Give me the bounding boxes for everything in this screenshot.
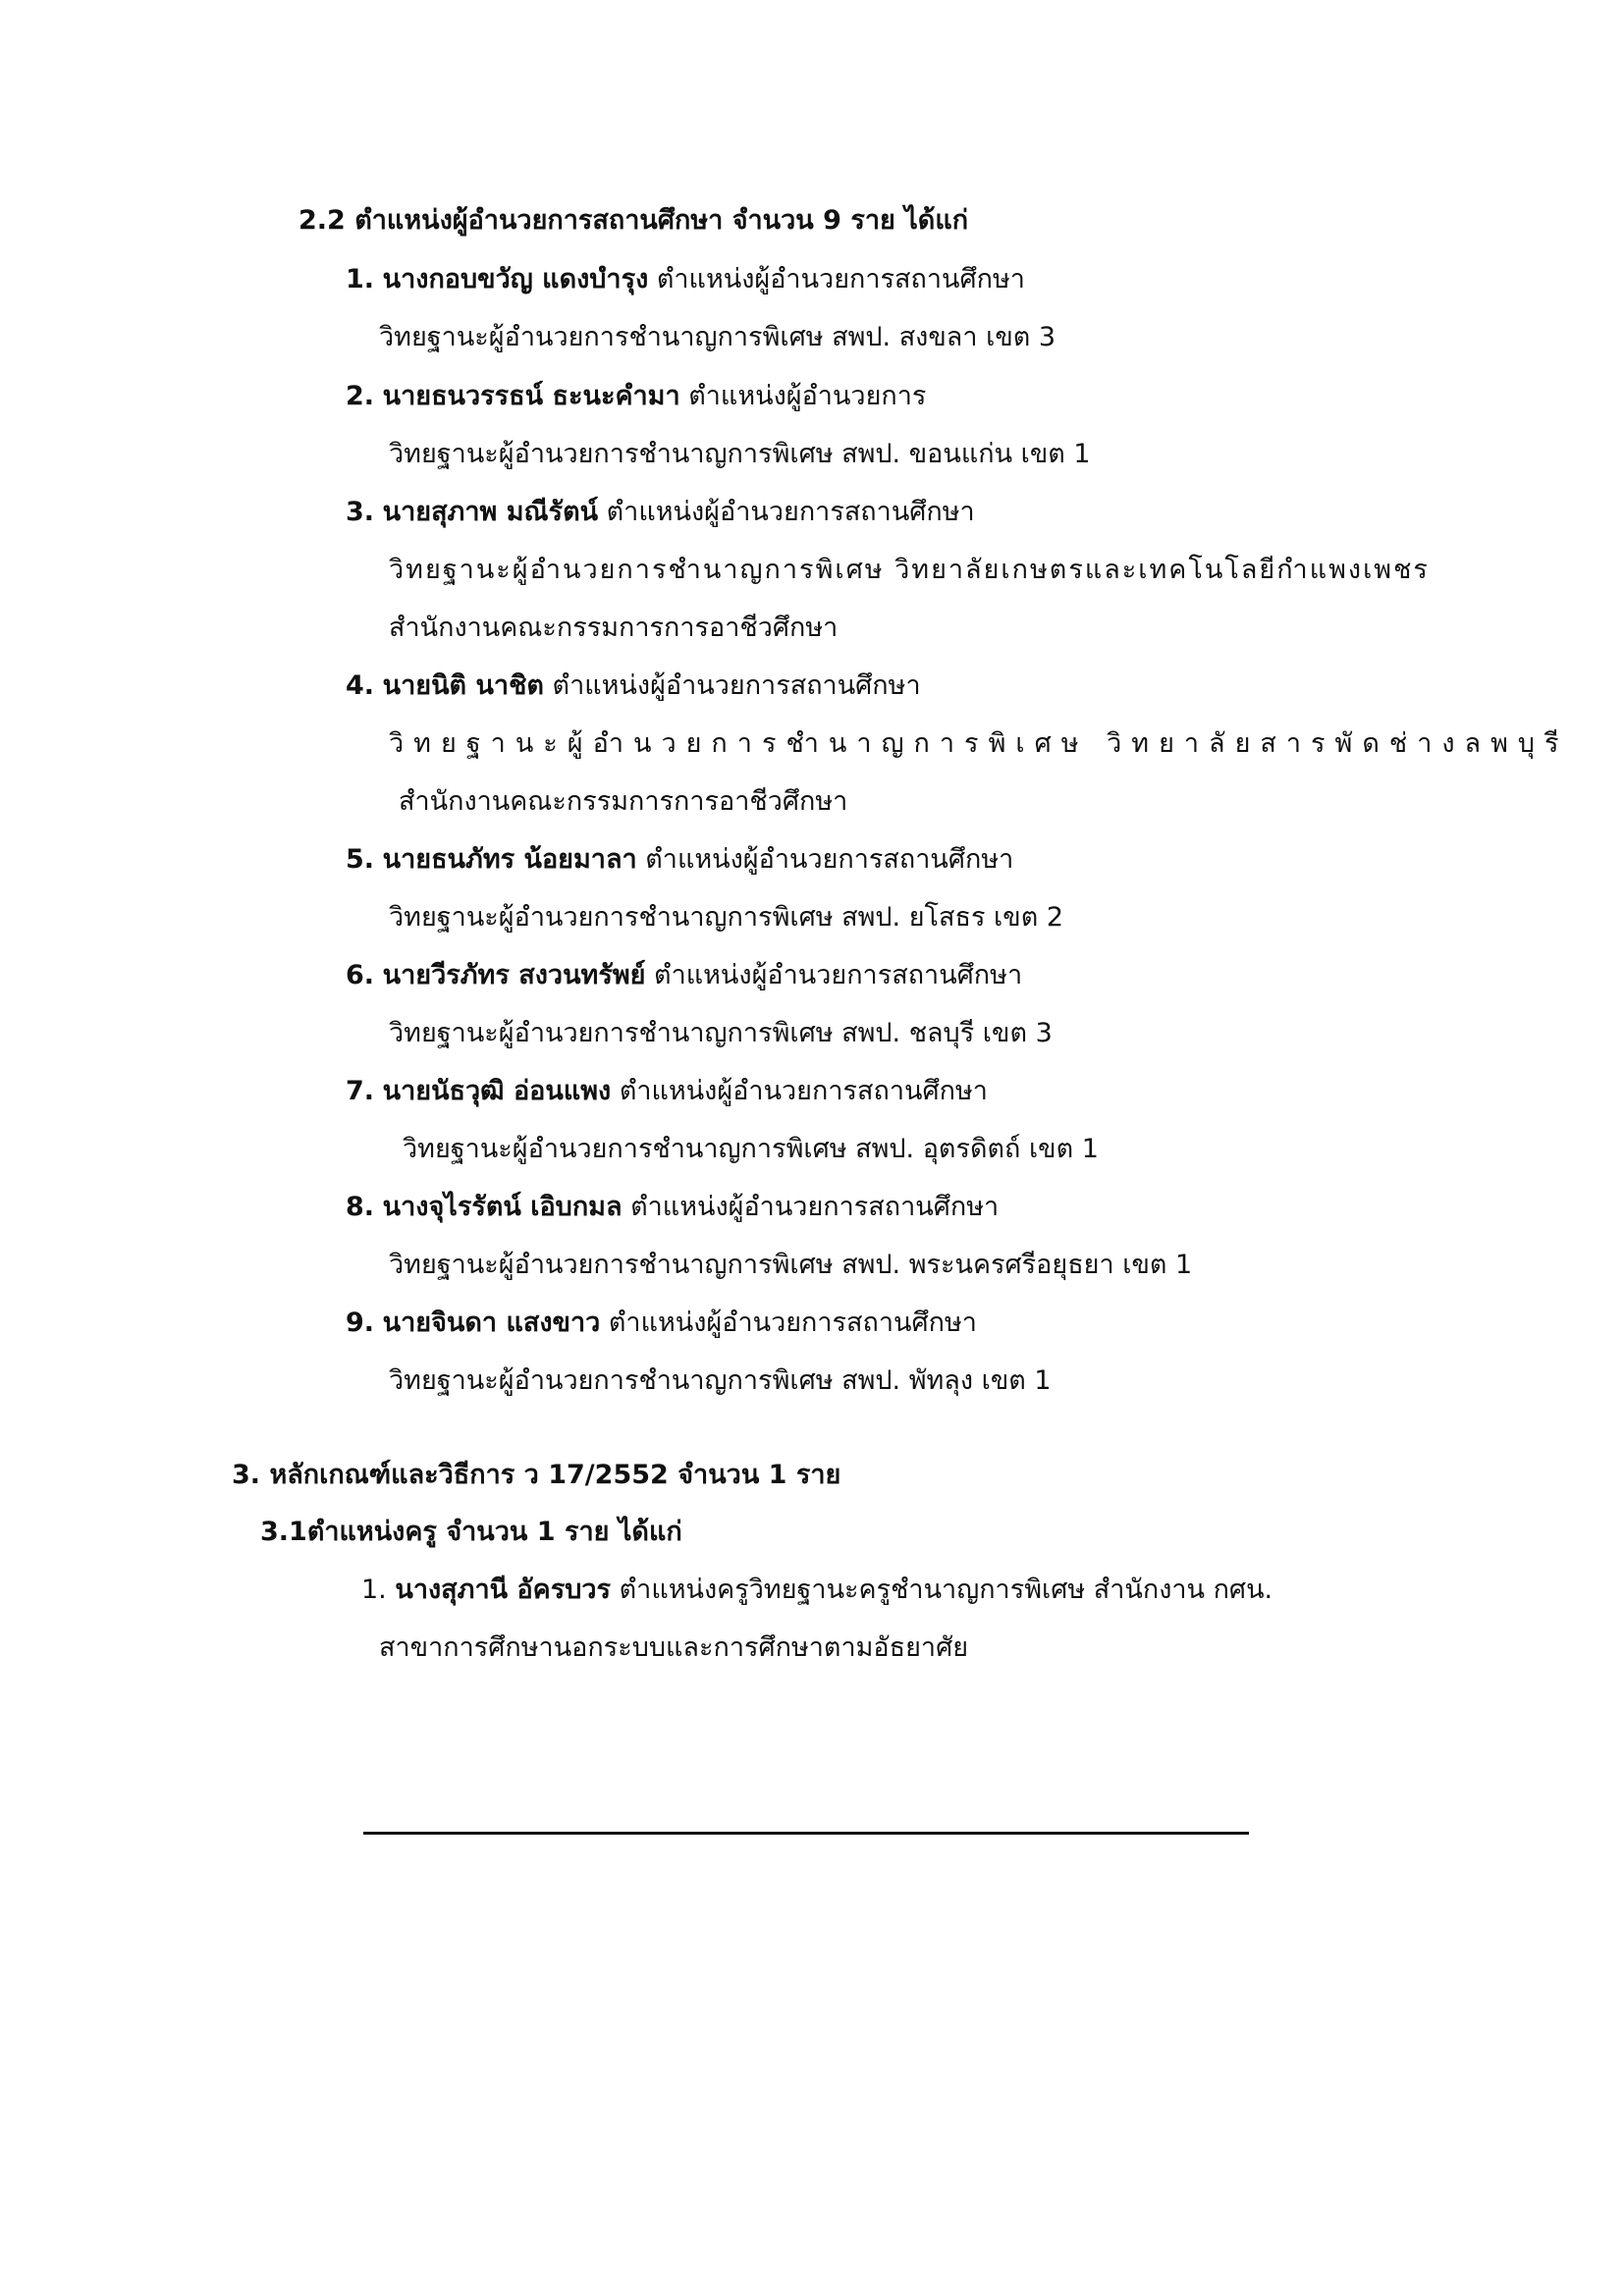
position-text: ตำแหน่งผู้อำนวยการสถานศึกษา bbox=[636, 844, 1014, 875]
item-detail-line: สำนักงานคณะกรรมการการอาชีวศึกษา bbox=[399, 786, 848, 817]
item-number: 6. bbox=[346, 960, 375, 990]
list-item bbox=[346, 1304, 977, 1343]
item-detail-line: วิทยฐานะผู้อำนวยการชำนาญการพิเศษ สพป. พระนครศรีอยุธยา เขต 1 bbox=[389, 1250, 1193, 1280]
item-detail-line: วิทยฐานะผู้อำนวยการชำนาญการพิเศษ วิทยาลัยสารพัดช่างลพบุรี bbox=[389, 728, 1569, 759]
item-detail-line: วิทยฐานะผู้อำนวยการชำนาญการพิเศษ สพป. พัทลุง เขต 1 bbox=[389, 1365, 1052, 1396]
position-text: ตำแหน่งครูวิทยฐานะครูชำนาญการพิเศษ สำนักงาน กศน. bbox=[611, 1575, 1273, 1605]
list-item bbox=[346, 1072, 988, 1111]
item-number: 3. bbox=[346, 497, 375, 527]
item-detail-line: วิทยฐานะผู้อำนวยการชำนาญการพิเศษ สพป. ชลบุรี เขต 3 bbox=[389, 1018, 1053, 1048]
person-name: นายสุภาพ มณีรัตน์ bbox=[382, 497, 599, 527]
item-number: 5. bbox=[346, 844, 375, 875]
person-name: นายนิติ นาชิต bbox=[382, 670, 544, 701]
position-text: ตำแหน่งผู้อำนวยการสถานศึกษา bbox=[598, 497, 975, 527]
list-item bbox=[346, 260, 1025, 299]
section-3-heading: 3. หลักเกณฑ์และวิธีการ ว 17/2552 จำนวน 1 ราย bbox=[232, 1460, 841, 1490]
item-number: 7. bbox=[346, 1076, 375, 1106]
position-text: ตำแหน่งผู้อำนวยการสถานศึกษา bbox=[648, 264, 1025, 294]
list-item bbox=[346, 956, 1022, 995]
closing-rule bbox=[363, 1832, 1249, 1835]
person-name: นายธนวรรธน์ ธะนะคำมา bbox=[382, 381, 680, 411]
person-name: นางจุไรรัตน์ เอิบกมล bbox=[382, 1192, 623, 1222]
section-3-1-heading: 3.1ตำแหน่งครู จำนวน 1 ราย ได้แก่ bbox=[260, 1517, 682, 1547]
list-item bbox=[346, 667, 921, 706]
position-text: ตำแหน่งผู้อำนวยการสถานศึกษา bbox=[645, 960, 1023, 990]
person-name: นายนัธวุฒิ อ่อนแพง bbox=[382, 1076, 612, 1106]
list-item bbox=[346, 840, 1013, 880]
item-number: 9. bbox=[346, 1308, 375, 1338]
item-detail-line: สาขาการศึกษานอกระบบและการศึกษาตามอัธยาศัย bbox=[379, 1632, 969, 1663]
person-name: นายจินดา แสงขาว bbox=[382, 1308, 601, 1338]
list-item bbox=[346, 493, 975, 532]
item-number: 1. bbox=[361, 1575, 387, 1605]
section-2-2-heading: 2.2 ตำแหน่งผู้อำนวยการสถานศึกษา จำนวน 9 ราย ได้แก่ bbox=[298, 205, 969, 236]
person-name: นายธนภัทร น้อยมาลา bbox=[382, 844, 637, 875]
person-name: นางสุภานี อัครบวร bbox=[395, 1575, 612, 1605]
item-number: 2. bbox=[346, 381, 375, 411]
position-text: ตำแหน่งผู้อำนวยการสถานศึกษา bbox=[622, 1192, 1000, 1222]
list-item bbox=[346, 377, 926, 416]
item-detail-line: วิทยฐานะผู้อำนวยการชำนาญการพิเศษ สพป. ขอนแก่น เขต 1 bbox=[389, 439, 1091, 469]
item-number: 1. bbox=[346, 264, 375, 294]
item-detail-line: สำนักงานคณะกรรมการการอาชีวศึกษา bbox=[389, 613, 839, 643]
position-text: ตำแหน่งผู้อำนวยการสถานศึกษา bbox=[543, 670, 921, 701]
item-number: 4. bbox=[346, 670, 375, 701]
list-item bbox=[361, 1571, 1272, 1610]
person-name: นางกอบขวัญ แดงบำรุง bbox=[382, 264, 649, 294]
position-text: ตำแหน่งผู้อำนวยการสถานศึกษา bbox=[611, 1076, 988, 1106]
item-number: 8. bbox=[346, 1192, 375, 1222]
item-detail-line: วิทยฐานะผู้อำนวยการชำนาญการพิเศษ สพป. สงขลา เขต 3 bbox=[379, 322, 1056, 352]
item-detail-line: วิทยฐานะผู้อำนวยการชำนาญการพิเศษ สพป. อุตรดิตถ์ เขต 1 bbox=[403, 1134, 1099, 1164]
list-item bbox=[346, 1188, 999, 1227]
person-name: นายวีรภัทร สงวนทรัพย์ bbox=[382, 960, 646, 990]
position-text: ตำแหน่งผู้อำนวยการสถานศึกษา bbox=[600, 1308, 977, 1338]
position-text: ตำแหน่งผู้อำนวยการ bbox=[679, 381, 927, 411]
item-detail-line: วิทยฐานะผู้อำนวยการชำนาญการพิเศษ วิทยาลัยเกษตรและเทคโนโลยีกำแพงเพชร bbox=[389, 555, 1430, 585]
item-detail-line: วิทยฐานะผู้อำนวยการชำนาญการพิเศษ สพป. ยโสธร เขต 2 bbox=[389, 902, 1064, 933]
